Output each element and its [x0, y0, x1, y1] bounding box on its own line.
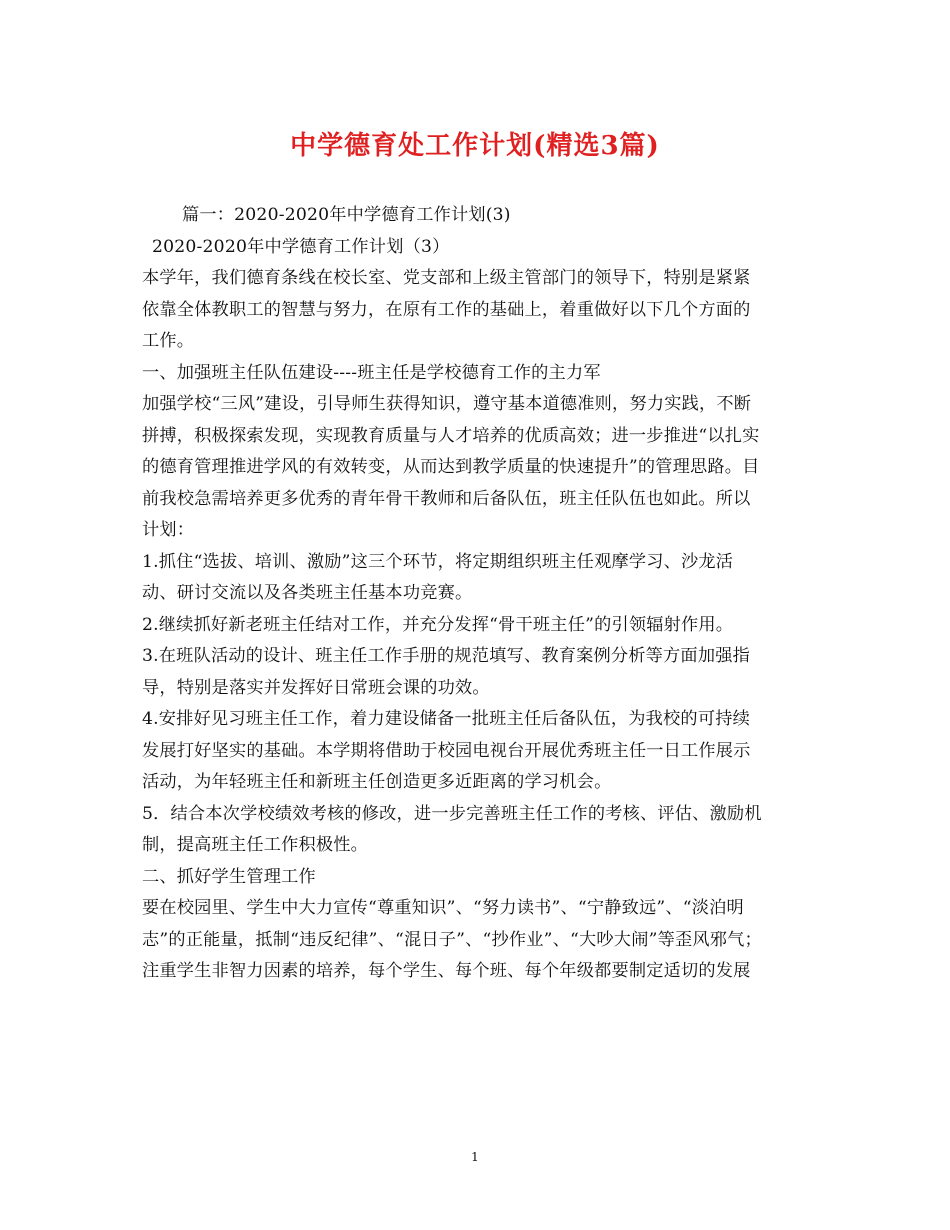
text-line: 拼搏，积极探索发现，实现教育质量与人才培养的优质高效；进一步推进“以扎实: [142, 425, 760, 446]
text-line: 依靠全体教职工的智慧与努力，在原有工作的基础上，着重做好以下几个方面的: [142, 299, 751, 320]
section-heading: 二、抓好学生管理工作: [142, 866, 316, 887]
list-item: 2.继续抓好新老班主任结对工作，并充分发挥“骨干班主任”的引领辐射作用。: [142, 614, 734, 635]
list-item: 1.抓住“选拔、培训、激励”这三个环节，将定期组织班主任观摩学习、沙龙活: [142, 551, 734, 572]
document-body: [142, 200, 822, 988]
document-title: 中学德育处工作计划(精选3篇): [290, 131, 660, 161]
page-number: 1: [471, 1150, 479, 1164]
text-line: 发展打好坚实的基础。本学期将借助于校园电视台开展优秀班主任一日工作展示: [142, 740, 751, 761]
list-item: 4.安排好见习班主任工作，着力建设储备一批班主任后备队伍，为我校的可持续: [142, 709, 750, 729]
text-line: 志”的正能量，抵制“违反纪律”、“混日子”、“抄作业”、“大吵大闹”等歪风邪气；: [142, 929, 762, 950]
text-line: 工作。: [142, 331, 195, 351]
text-line: 前我校急需培养更多优秀的青年骨干教师和后备队伍，班主任队伍也如此。所以: [142, 488, 751, 509]
text-line: 本学年，我们德育条线在校长室、党支部和上级主管部门的领导下，特别是紧紧: [142, 268, 751, 288]
text-line: 计划：: [142, 520, 195, 540]
text-line: 篇一：2020-2020年中学德育工作计划(3): [182, 205, 511, 225]
text-line: 2020-2020年中学德育工作计划（3）: [152, 236, 450, 257]
list-item: 5．结合本次学校绩效考核的修改，进一步完善班主任工作的考核、评估、激励机: [142, 803, 762, 824]
list-item: 3.在班队活动的设计、班主任工作手册的规范填写、教育案例分析等方面加强指: [142, 646, 750, 666]
text-line: 加强学校“三风”建设，引导师生获得知识，遵守基本道德准则，努力实践，不断: [142, 394, 752, 414]
text-line: 动、研讨交流以及各类班主任基本功竞赛。: [142, 583, 473, 603]
text-line: 导，特别是落实并发挥好日常班会课的功效。: [142, 677, 490, 698]
text-line: 要在校园里、学生中大力宣传“尊重知识”、“努力读书”、“宁静致远”、“淡泊明: [142, 898, 744, 918]
text-line: 的德育管理推进学风的有效转变，从而达到教学质量的快速提升”的管理思路。目: [142, 457, 760, 477]
text-line: 制，提高班主任工作积极性。: [142, 835, 369, 855]
text-line: 活动，为年轻班主任和新班主任创造更多近距离的学习机会。: [142, 772, 612, 792]
section-heading: 一、加强班主任队伍建设----班主任是学校德育工作的主力军: [142, 362, 601, 383]
text-line: 注重学生非智力因素的培养，每个学生、每个班、每个年级都要制定适切的发展: [142, 961, 751, 981]
